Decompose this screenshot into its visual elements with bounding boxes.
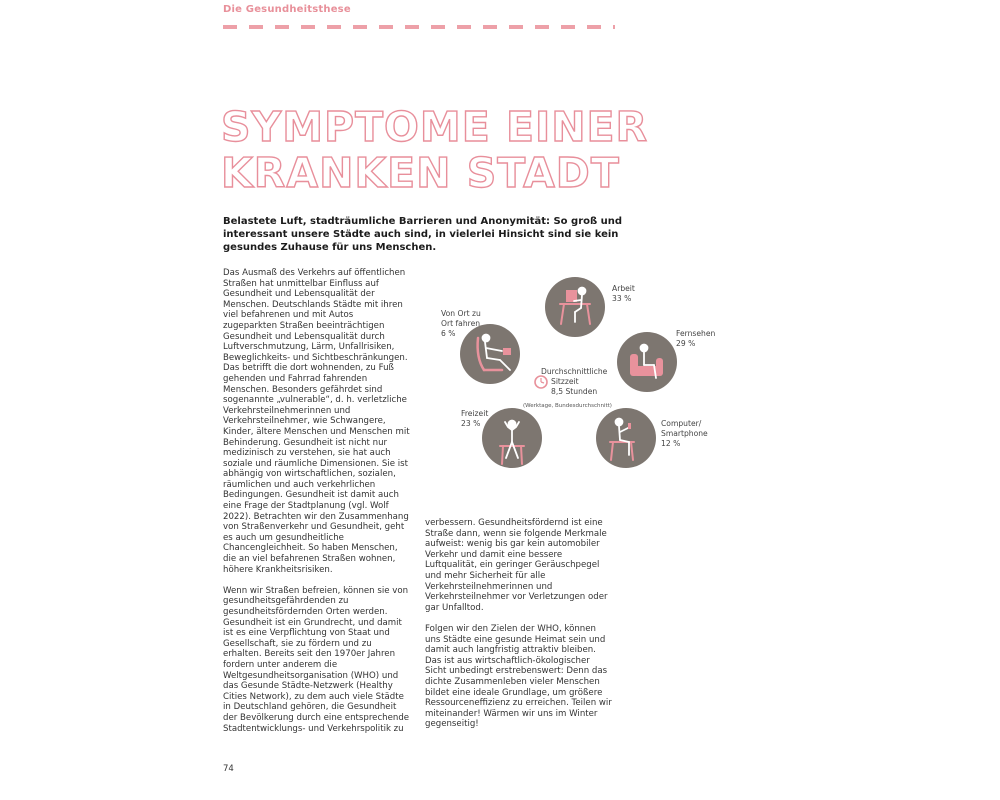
article-title bbox=[221, 104, 648, 196]
text-column-left bbox=[223, 268, 410, 745]
value-fahren: 6 % bbox=[441, 329, 456, 338]
clock-icon bbox=[535, 376, 547, 388]
text-column-right bbox=[425, 518, 612, 740]
segment-computer bbox=[596, 408, 656, 468]
label-computer-2: Smartphone bbox=[661, 429, 708, 438]
center-label-1: Durchschnittliche bbox=[541, 367, 608, 376]
value-freizeit: 23 % bbox=[461, 419, 481, 428]
lead-paragraph: Belastete Luft, stadträumliche Barrieren und Anonymität: So groß und interessant unsere Städte auch sind, in vielerlei Hinsicht sind sie kein gesundes Zuhause für uns Menschen. bbox=[223, 216, 623, 253]
page-number: 74 bbox=[223, 764, 234, 774]
section-label: Die Gesundheitsthese bbox=[223, 4, 351, 15]
title-line-1: SYMPTOME EINER bbox=[221, 103, 649, 151]
segment-freizeit bbox=[482, 408, 542, 468]
paragraph: Das Ausmaß des Verkehrs auf öffentlichen Straßen hat unmittelbar Einfluss auf Gesundheit und Lebensqualität der Menschen. Deutschlands Städte mit ihren viel befahrenen und mit Autos zugeparkten Straßen beeinträchtigen Gesundheit und Lebensqualität durch Luftverschmutzung, Lärm, Unfallrisiken, Beweglichkeits- und Sichtbeschränkungen. Das betrifft die dort wohnenden, zu Fuß gehenden und Fahrrad fahrenden Menschen. Besonders gefährdet sind sogenannte „vulnerable“, d. h. verletzliche Verkehrsteilnehmerinnen und Verkehrsteilnehmer, wie Schwangere, Kinder, ältere Menschen und Menschen mit Behinderung. Gesundheit ist nicht nur medizinisch zu verstehen, sie hat auch soziale und räumliche Dimensionen. Sie ist abhängig von wirtschaftlichen, sozialen, räumlichen und auch verkehrlichen Bedingungen. Gesundheit ist damit auch eine Frage der Stadtplanung (vgl. Wolf 2022). Betrachten wir den Zusammenhang von Straßenverkehr und Gesundheit, geht es auch um gesundheitliche Chancengleichheit. So haben Menschen, die an viel befahrenen Straßen wohnen, höhere Krankheitsrisiken. bbox=[223, 268, 410, 575]
segment-fahren bbox=[460, 324, 520, 384]
paragraph: Folgen wir den Zielen der WHO, können uns Städte eine gesunde Heimat sein und damit auch langfristig attraktiv bleiben. Das ist aus wirtschaftlich-ökologischer Sicht unbedingt erstrebenswert: Denn das dichte Zusammenleben vieler Menschen bildet eine ideale Grundlage, um größere Ressourceneffizienz zu erreichen. Teilen wir miteinander! Wärmen wir uns im Winter gegenseitig! bbox=[425, 623, 612, 730]
label-fahren-2: Ort fahren bbox=[441, 319, 481, 328]
center-label-3: 8,5 Stunden bbox=[551, 387, 598, 396]
value-computer: 12 % bbox=[661, 439, 681, 448]
segment-fernsehen bbox=[617, 332, 677, 392]
circle-arbeit bbox=[545, 277, 605, 337]
center-label-2: Sitzzeit bbox=[551, 377, 579, 386]
circle-computer bbox=[596, 408, 656, 468]
label-fernsehen: Fernsehen bbox=[676, 329, 716, 338]
label-computer-1: Computer/ bbox=[661, 419, 702, 428]
dashed-divider bbox=[223, 25, 615, 29]
value-arbeit: 33 % bbox=[612, 294, 632, 303]
title-line-2: KRANKEN STADT bbox=[221, 149, 620, 197]
center-note: (Werktage, Bundesdurchschnitt) bbox=[523, 403, 612, 409]
paragraph: Wenn wir Straßen befreien, können sie von gesundheitsgefährdenden zu gesundheitsfördernden Orten werden. Gesundheit ist ein Grundrecht, und damit ist es eine Verpflichtung von Staat und Gesellschaft, sie zu fördern und zu erhalten. Bereits seit den 1970er Jahren fordern unter anderem die Weltgesundheitsorganisation (WHO) und das Gesunde Städte-Netzwerk (Healthy Cities Network), zu dem auch viele Städte in Deutschland gehören, die Gesundheit der Bevölkerung durch eine entsprechende Stadtentwicklungs- und Verkehrspolitik zu bbox=[223, 585, 410, 734]
label-fahren-1: Von Ort zu bbox=[441, 309, 481, 318]
label-arbeit: Arbeit bbox=[612, 284, 635, 293]
label-freizeit: Freizeit bbox=[461, 409, 489, 418]
value-fernsehen: 29 % bbox=[676, 339, 696, 348]
circle-fernsehen bbox=[617, 332, 677, 392]
segment-arbeit bbox=[545, 277, 605, 337]
paragraph: verbessern. Gesundheitsfördernd ist eine Straße dann, wenn sie folgende Merkmale aufweist: wenig bis gar kein automobiler Verkehr und damit eine bessere Luftqualität, ein geringer Geräuschpegel und mehr Sicherheit für alle Verkehrsteilnehmerinnen und Verkehrsteilnehmer vor Verletzungen oder gar Unfalltod. bbox=[425, 518, 608, 613]
sitting-time-infographic bbox=[430, 270, 730, 480]
